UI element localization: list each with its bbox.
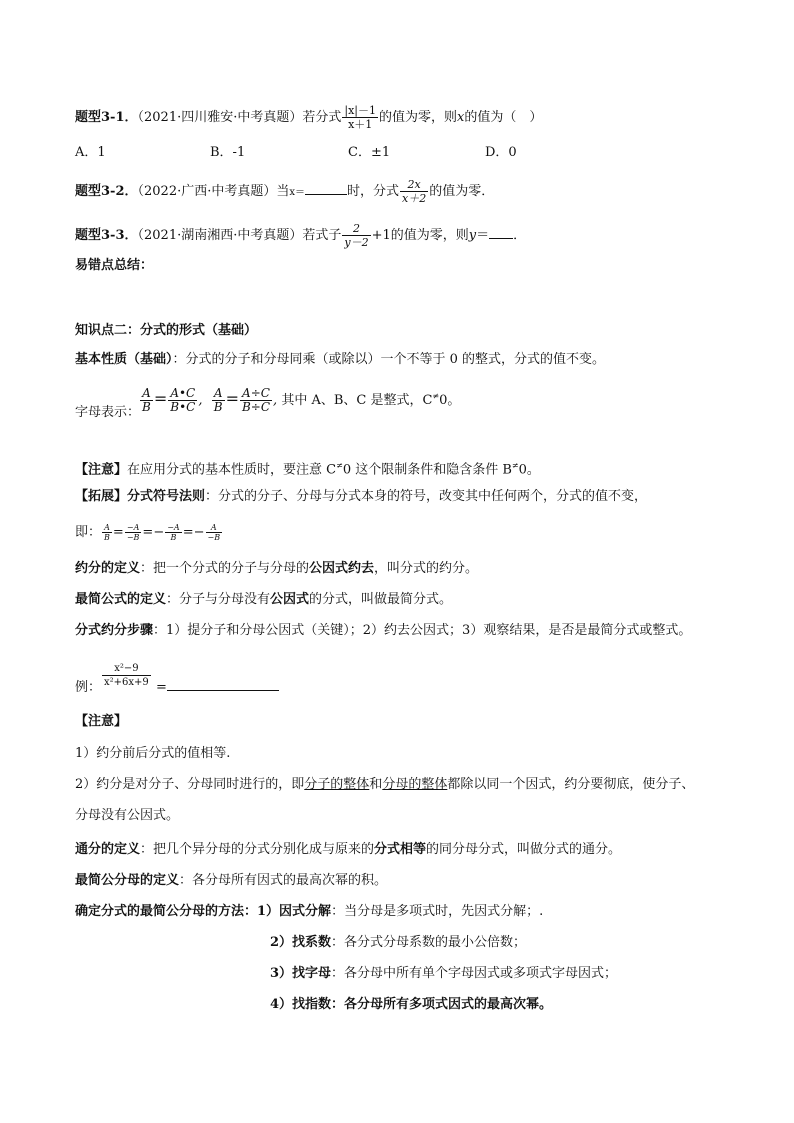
zero: 0。 <box>439 393 461 408</box>
question-3-3 <box>75 222 526 249</box>
equals: = <box>112 525 124 540</box>
note2-item-2 <box>75 777 694 793</box>
equals: ＝ <box>476 228 490 243</box>
note2-item-1: 1）约分前后分式的值相等. <box>75 746 231 761</box>
numerator: −A <box>125 523 142 533</box>
note2-underline: 分子的整体 <box>304 777 370 792</box>
tongfen-bold: 分式相等 <box>374 842 427 857</box>
extension-label: 分式符号法则 <box>127 489 206 504</box>
question-title: 题型3-3． <box>75 228 138 243</box>
question-text: 时，分式 <box>347 184 400 199</box>
steps-text: ：1）提分子和分母公因式（关键）；2）约去公因式；3）观察结果，是否是最简分式或整式。 <box>153 623 692 638</box>
method-step-label: 2）找系数 <box>270 935 332 950</box>
numerator: 2 <box>342 222 370 236</box>
reduction-steps <box>75 623 691 639</box>
letters-label: 字母表示： <box>75 405 141 420</box>
tongfen-text: ：把几个异分母的分式分别化成与原来的 <box>140 842 375 857</box>
denominator: B÷C <box>241 400 271 414</box>
method-step-4: 4）找指数：各分母所有多项式因式的最高次幂。 <box>270 997 553 1012</box>
fraction <box>102 523 112 542</box>
note2-underline: 分母的整体 <box>382 777 448 792</box>
tongfen-label: 通分的定义 <box>75 842 141 857</box>
simplest-definition <box>75 592 452 608</box>
reduction-label: 约分的定义 <box>75 561 141 576</box>
note2-text: 2）约分是对分子、分母同时进行的，即 <box>75 777 305 792</box>
numerator: 2x <box>400 178 428 192</box>
denominator: B <box>213 400 223 414</box>
extension <box>75 489 647 505</box>
answer-blank[interactable] <box>489 238 513 239</box>
question-3-1 <box>75 104 542 131</box>
denominator: B•C <box>170 400 196 414</box>
extension-text: ：分式的分子、分母与分式本身的符号，改变其中任何两个，分式的值不变， <box>205 489 648 504</box>
numerator: A÷C <box>240 387 272 401</box>
steps-label: 分式约分步骤 <box>75 623 154 638</box>
answer-blank[interactable] <box>305 194 347 195</box>
denominator: B <box>170 533 177 542</box>
simplest-text: ：分子与分母没有 <box>166 592 271 607</box>
fraction <box>342 222 370 249</box>
denominator: x²+6x+9 <box>104 677 149 688</box>
question-title: 题型3-2． <box>75 184 138 199</box>
numerator: −A <box>167 523 180 532</box>
fraction-a-over-b <box>140 387 153 414</box>
variable: x <box>457 110 465 125</box>
common-denominator-definition <box>75 842 621 858</box>
method-step-text: ：当分母是多项式时，先因式分解；. <box>331 904 544 919</box>
tongfen-text: 的同分母分式，叫做分式的通分。 <box>426 842 622 857</box>
note2-text: 都除以同一个因式，约分要彻底，使分子、 <box>447 777 695 792</box>
reduction-text: ：把一个分式的分子与分母的 <box>140 561 310 576</box>
note-text: 0 这个限制条件和隐含条件 B <box>342 462 512 478</box>
question-title: 题型3-1． <box>75 110 138 125</box>
method-step-text: ：各分母中所有单个字母因式或多项式字母因式； <box>331 966 618 981</box>
not-equal: ≠ <box>336 461 343 470</box>
denominator: B <box>104 533 110 542</box>
basic-property <box>75 352 605 368</box>
numerator: A <box>212 387 225 401</box>
note-tag: 【注意】 <box>75 462 128 478</box>
basic-property-text: ：分式的分子和分母同乘（或除以）一个不等于 0 的整式，分式的值不变。 <box>172 352 606 367</box>
fraction <box>342 104 378 131</box>
question-text: 的值为零，则 <box>390 228 469 243</box>
example-label: 例： <box>75 680 102 695</box>
fraction <box>206 523 223 542</box>
equals: = <box>182 525 194 540</box>
reduction-bold: 公因式约去 <box>309 561 375 576</box>
fraction-a-over-b <box>212 387 225 414</box>
reduction-text: ，叫分式的约分。 <box>374 561 479 576</box>
extension-tag: 【拓展】 <box>75 489 128 504</box>
simplest-text: 的分式，叫做最简分式。 <box>309 592 453 607</box>
period: ． <box>513 228 527 243</box>
equals: = <box>142 525 154 540</box>
denominator: −B <box>207 533 221 542</box>
equals: = <box>153 389 168 408</box>
fraction <box>400 178 428 205</box>
option-b: B．-1 <box>210 145 246 160</box>
sign-rule <box>75 523 223 542</box>
question-text: 的值为零，则 <box>378 110 457 125</box>
denominator: B <box>142 400 151 414</box>
fraction <box>125 523 142 542</box>
note2-text: 和 <box>369 777 383 792</box>
numerator: A <box>206 523 223 533</box>
numerator: A•C <box>168 387 197 401</box>
option-a: A．1 <box>75 145 106 160</box>
note-text: 0。 <box>518 462 540 478</box>
option-c: C．±1 <box>348 145 391 160</box>
method-step-label: 3）找字母 <box>270 966 332 981</box>
method-step-text: ：各分式分母系数的最小公倍数； <box>331 935 527 950</box>
example <box>75 662 279 695</box>
note2-item-2-cont: 分母没有公因式。 <box>75 808 180 823</box>
equals: = <box>225 389 239 408</box>
minus: − <box>193 525 205 540</box>
letter-representation <box>75 386 461 420</box>
error-summary-label: 易错点总结： <box>75 258 154 273</box>
question-source: （2022·广西·中考真题）当 <box>137 184 290 199</box>
lcd-method <box>75 904 543 920</box>
numerator: |x|－1 <box>344 104 376 117</box>
fraction <box>165 523 181 542</box>
option-d: D．0 <box>485 145 517 160</box>
note2-tag: 【注意】 <box>75 714 128 729</box>
comma: , <box>198 393 203 408</box>
variable: y <box>468 228 477 243</box>
denominator: x＋1 <box>348 118 373 131</box>
numerator: x²−9 <box>102 662 151 676</box>
method-step-3 <box>270 966 617 982</box>
fraction-adivc-over-bdivc <box>240 387 272 414</box>
numerator: A <box>140 387 153 401</box>
note-text: 在应用分式的基本性质时，要注意 C <box>127 462 337 478</box>
denominator: x＋2 <box>402 192 427 205</box>
plus-one: +1 <box>371 228 391 243</box>
method-label: 确定分式的最简公分母的方法： <box>75 904 258 919</box>
ji-label: 即： <box>75 525 102 540</box>
equals: = <box>155 680 167 695</box>
minus: − <box>153 525 165 540</box>
simplest-bold: 公因式 <box>270 592 310 607</box>
basic-property-label: 基本性质（基础） <box>75 352 173 367</box>
question-3-2 <box>75 178 494 205</box>
question-source: （2021·湖南湘西·中考真题）若式子 <box>137 228 342 243</box>
example-answer-blank[interactable] <box>167 690 279 691</box>
denominator: y－2 <box>344 236 369 249</box>
lcd-label: 最简公分母的定义 <box>75 873 180 888</box>
method-step-2 <box>270 935 526 951</box>
note <box>75 458 540 478</box>
question-text: 的值为零． <box>429 184 495 199</box>
not-equal: ≠ <box>432 391 440 401</box>
reduction-definition <box>75 561 478 577</box>
question-source: （2021·四川雅安·中考真题）若分式 <box>137 110 342 125</box>
letters-tail: 其中 A、B、C 是整式，C <box>281 393 433 408</box>
comma: , <box>273 393 278 408</box>
lcd-definition <box>75 873 387 889</box>
variable: x＝ <box>289 187 305 198</box>
not-equal: ≠ <box>511 461 519 470</box>
fraction-ac-over-bc <box>168 387 197 414</box>
lcd-text: ：各分母所有因式的最高次幂的积。 <box>179 873 388 888</box>
numerator: A <box>102 523 112 533</box>
question-text: 的值为（ ） <box>464 110 543 125</box>
method-step-label: 1）因式分解 <box>257 904 332 919</box>
section-title: 知识点二：分式的形式（基础） <box>75 323 258 338</box>
denominator: −B <box>126 533 140 542</box>
example-fraction <box>102 662 151 689</box>
simplest-label: 最简公式的定义 <box>75 592 167 607</box>
